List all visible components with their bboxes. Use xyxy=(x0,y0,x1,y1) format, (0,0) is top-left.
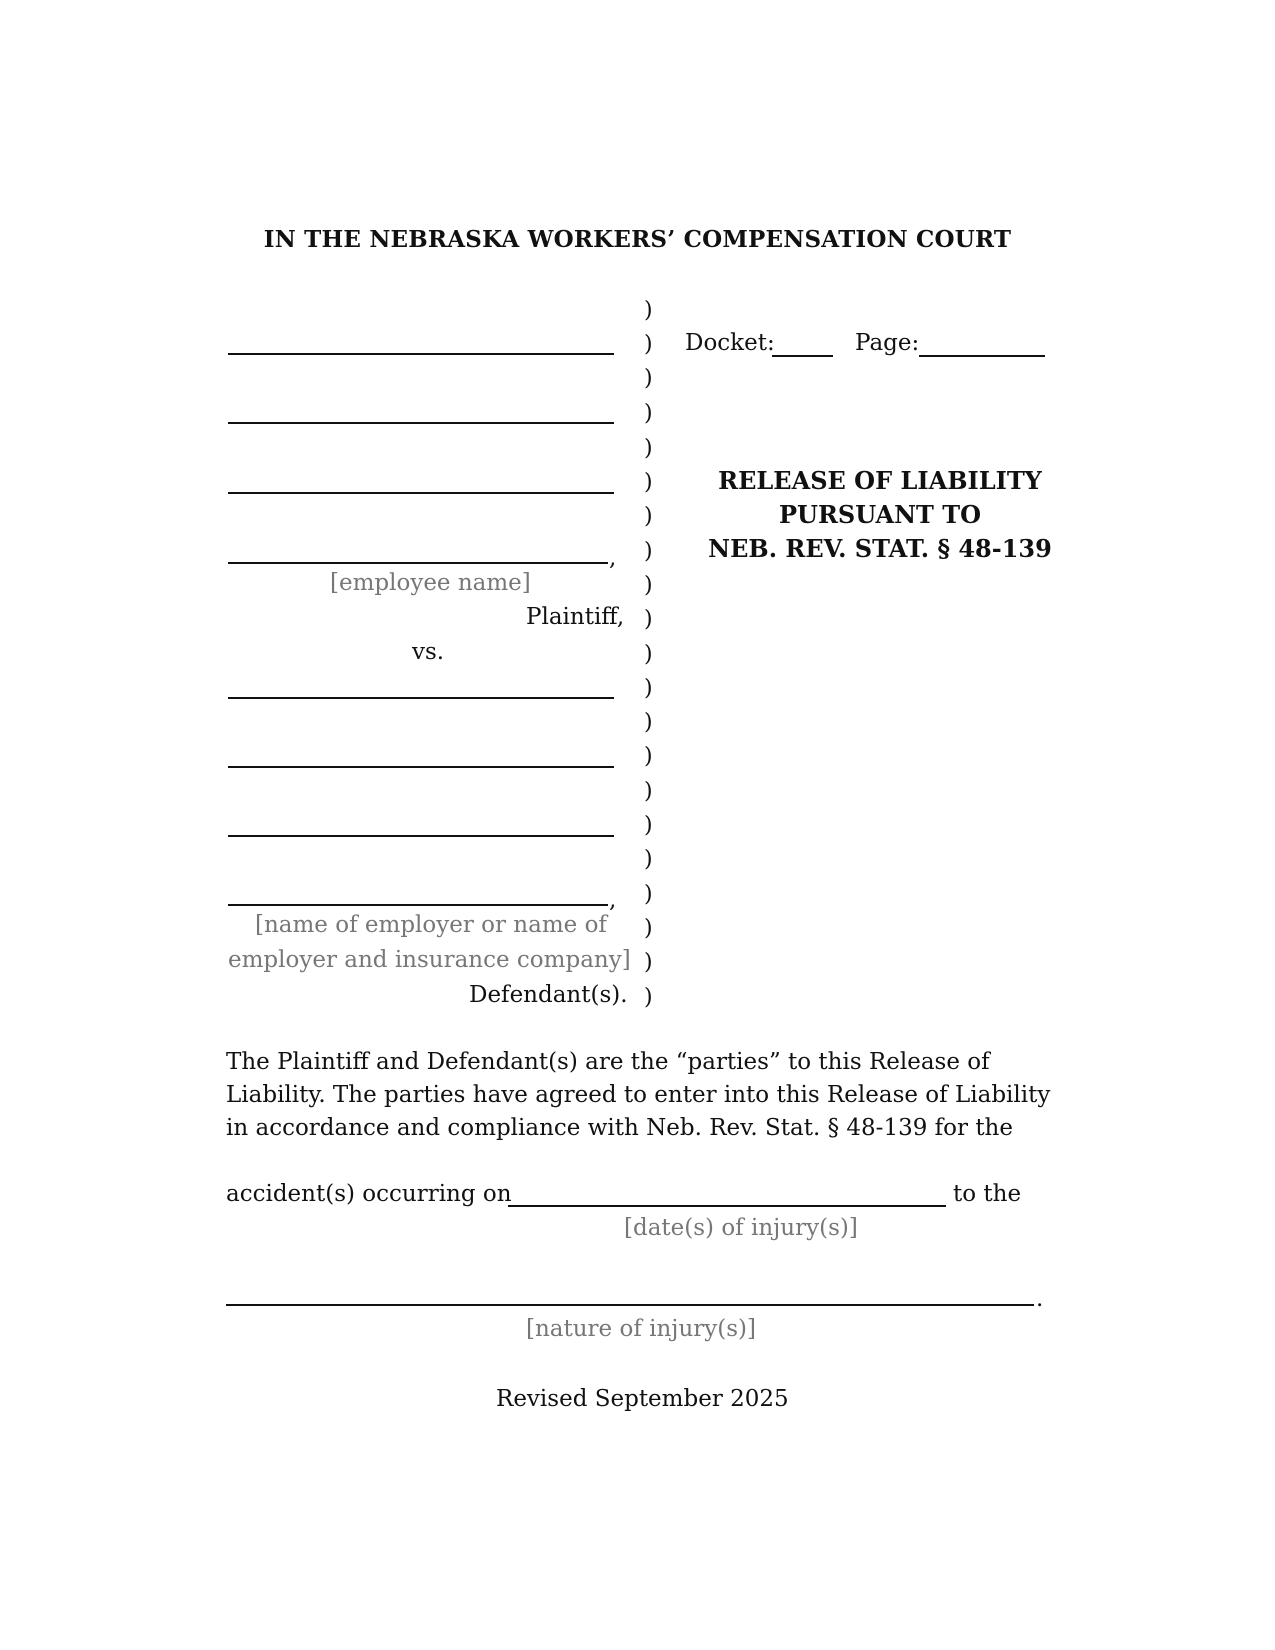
paren: ) xyxy=(644,676,653,701)
defendant-label: Defendant(s). xyxy=(469,982,628,1008)
paren: ) xyxy=(644,298,653,323)
plaintiff-label: Plaintiff, xyxy=(526,604,625,630)
plaintiff-line-4[interactable] xyxy=(228,562,608,564)
docket-field[interactable] xyxy=(772,355,833,357)
title-line3: NEB. REV. STAT. § 48-139 xyxy=(708,534,1052,563)
paren: ) xyxy=(644,332,653,357)
document-title xyxy=(690,464,1070,566)
employer-hint-line2: employer and insurance company] xyxy=(228,947,631,973)
paren: ) xyxy=(644,985,653,1010)
parties-paragraph xyxy=(226,1046,1056,1145)
accident-suffix: to the xyxy=(953,1181,1022,1207)
paren: ) xyxy=(644,744,653,769)
paren: ) xyxy=(644,813,653,838)
defendant-line-1[interactable] xyxy=(228,697,614,699)
title-line1: RELEASE OF LIABILITY xyxy=(718,466,1042,495)
docket-label: Docket: xyxy=(685,330,775,356)
paren: ) xyxy=(644,779,653,804)
date-of-injury-hint: [date(s) of injury(s)] xyxy=(624,1215,858,1241)
paren: ) xyxy=(644,882,653,907)
paren: ) xyxy=(644,916,653,941)
defendant-line-3[interactable] xyxy=(228,835,614,837)
paren: ) xyxy=(644,470,653,495)
paren: ) xyxy=(644,436,653,461)
defendant-line-4[interactable] xyxy=(228,904,608,906)
paren: ) xyxy=(644,401,653,426)
defendant-line-2[interactable] xyxy=(228,766,614,768)
revised-date: Revised September 2025 xyxy=(496,1386,789,1412)
vs-label: vs. xyxy=(412,639,445,665)
nature-of-injury-hint: [nature of injury(s)] xyxy=(526,1316,756,1342)
paren: ) xyxy=(644,710,653,735)
injury-nature-field[interactable] xyxy=(226,1304,1034,1306)
plaintiff-comma: , xyxy=(609,545,617,571)
page-label: Page: xyxy=(855,330,920,356)
paragraph-line1: The Plaintiff and Defendant(s) are the “parties” to this Release of xyxy=(226,1049,990,1075)
page-field[interactable] xyxy=(919,355,1045,357)
court-title: IN THE NEBRASKA WORKERS’ COMPENSATION COURT xyxy=(263,226,1012,253)
paren: ) xyxy=(644,607,653,632)
accident-prefix: accident(s) occurring on xyxy=(226,1181,512,1207)
nature-period: . xyxy=(1036,1286,1044,1312)
employer-hint-line1: [name of employer or name of xyxy=(255,912,607,938)
plaintiff-line-1[interactable] xyxy=(228,353,614,355)
paragraph-line3: in accordance and compliance with Neb. Rev. Stat. § 48-139 for the xyxy=(226,1115,1013,1141)
title-line2: PURSUANT TO xyxy=(779,500,981,529)
paren: ) xyxy=(644,642,653,667)
paren: ) xyxy=(644,847,653,872)
defendant-comma: , xyxy=(609,887,617,913)
injury-date-field[interactable] xyxy=(508,1205,946,1207)
plaintiff-line-3[interactable] xyxy=(228,492,614,494)
paren: ) xyxy=(644,573,653,598)
employee-name-hint: [employee name] xyxy=(330,570,531,596)
paren: ) xyxy=(644,950,653,975)
paren: ) xyxy=(644,366,653,391)
paren: ) xyxy=(644,539,653,564)
paren: ) xyxy=(644,504,653,529)
paragraph-line2: Liability. The parties have agreed to enter into this Release of Liability xyxy=(226,1082,1051,1108)
plaintiff-line-2[interactable] xyxy=(228,422,614,424)
